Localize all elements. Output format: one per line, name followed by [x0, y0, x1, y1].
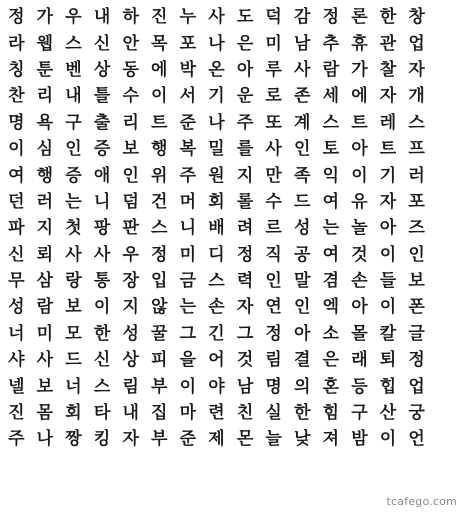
grid-cell: 관	[379, 33, 397, 54]
grid-cell: 져	[322, 429, 340, 450]
grid-cell: 않	[151, 297, 168, 318]
grid-cell: 래	[351, 350, 368, 371]
grid-cell: 밤	[351, 429, 368, 450]
grid-cell: 말	[294, 271, 311, 292]
grid-cell: 남	[236, 376, 254, 397]
grid-cell: 출	[93, 112, 111, 133]
grid-cell: 상	[122, 350, 139, 371]
grid-cell: 안	[122, 33, 139, 54]
grid-cell: 만	[265, 165, 282, 186]
grid-cell: 개	[408, 86, 425, 107]
grid-cell: 나	[208, 33, 225, 54]
grid-cell: 루	[265, 59, 282, 80]
grid-cell: 리	[122, 112, 139, 133]
grid-cell: 업	[408, 33, 425, 54]
grid-cell: 금	[179, 271, 197, 292]
grid-cell: 짱	[65, 429, 82, 450]
grid-cell: 언	[408, 429, 425, 450]
grid-cell: 심	[36, 139, 54, 160]
grid-cell: 것	[351, 244, 368, 265]
grid-row	[0, 426, 467, 452]
grid-cell: 증	[65, 165, 82, 186]
grid-cell: 성	[122, 323, 139, 344]
grid-cell: 부	[151, 376, 168, 397]
grid-cell: 에	[151, 59, 168, 80]
grid-cell: 트	[379, 139, 397, 160]
grid-cell: 가	[351, 59, 368, 80]
grid-cell: 진	[8, 403, 25, 424]
grid-cell: 림	[122, 376, 139, 397]
grid-cell: 통	[93, 271, 111, 292]
grid-cell: 직	[265, 244, 282, 265]
grid-cell: 이	[151, 86, 168, 107]
grid-cell: 신	[93, 350, 111, 371]
grid-cell: 성	[294, 218, 311, 239]
grid-cell: 삼	[36, 271, 54, 292]
grid-cell: 로	[265, 86, 282, 107]
grid-cell: 칭	[8, 59, 25, 80]
grid-cell: 벤	[65, 59, 82, 80]
grid-cell: 보	[65, 297, 82, 318]
grid-cell: 손	[351, 271, 368, 292]
grid-cell: 내	[122, 403, 139, 424]
grid-cell: 행	[151, 139, 168, 160]
grid-cell: 창	[408, 7, 425, 28]
grid-cell: 람	[322, 59, 340, 80]
grid-cell: 존	[294, 86, 311, 107]
grid-cell: 디	[208, 244, 225, 265]
grid-cell: 트	[151, 112, 168, 133]
grid-cell: 한	[379, 7, 397, 28]
grid-cell: 려	[236, 218, 254, 239]
grid-cell: 러	[408, 165, 425, 186]
watermark: tcafego.com	[386, 495, 457, 508]
grid-cell: 무	[8, 271, 25, 292]
grid-cell: 이	[93, 297, 111, 318]
grid-cell: 보	[408, 271, 425, 292]
grid-cell: 여	[322, 191, 340, 212]
grid-cell: 운	[236, 86, 254, 107]
grid-cell: 틀	[93, 86, 111, 107]
grid-cell: 목	[151, 33, 168, 54]
grid-cell: 사	[265, 139, 282, 160]
grid-cell: 몬	[236, 429, 254, 450]
grid-row	[0, 215, 467, 241]
grid-cell: 이	[379, 297, 397, 318]
grid-row	[0, 321, 467, 347]
grid-cell: 손	[208, 297, 225, 318]
grid-cell: 칼	[379, 323, 397, 344]
grid-cell: 는	[322, 218, 340, 239]
grid-cell: 사	[65, 244, 82, 265]
grid-cell: 등	[351, 376, 368, 397]
grid-cell: 원	[208, 165, 225, 186]
grid-row	[0, 30, 467, 56]
grid-cell: 인	[294, 139, 311, 160]
grid-cell: 랑	[65, 271, 82, 292]
grid-cell: 내	[65, 86, 82, 107]
grid-cell: 증	[93, 139, 111, 160]
grid-cell: 몸	[36, 403, 54, 424]
grid-cell: 사	[93, 244, 111, 265]
grid-cell: 회	[208, 191, 225, 212]
grid-cell: 나	[208, 112, 225, 133]
grid-cell: 것	[236, 350, 254, 371]
grid-cell: 명	[265, 376, 282, 397]
grid-cell: 스	[322, 112, 340, 133]
grid-row	[0, 162, 467, 188]
grid-cell: 배	[208, 218, 225, 239]
grid-cell: 드	[294, 191, 311, 212]
grid-cell: 는	[179, 297, 197, 318]
grid-row	[0, 294, 467, 320]
grid-cell: 사	[294, 59, 311, 80]
grid-cell: 스	[93, 376, 111, 397]
grid-cell: 니	[179, 218, 197, 239]
grid-cell: 늘	[265, 429, 282, 450]
grid-cell: 찬	[8, 86, 25, 107]
grid-cell: 또	[265, 112, 282, 133]
grid-row	[0, 242, 467, 268]
grid-cell: 정	[322, 7, 340, 28]
grid-cell: 사	[36, 350, 54, 371]
grid-cell: 아	[351, 139, 368, 160]
grid-cell: 롤	[236, 191, 254, 212]
grid-cell: 실	[265, 403, 282, 424]
grid-cell: 판	[122, 218, 139, 239]
grid-row	[0, 189, 467, 215]
grid-cell: 낮	[294, 429, 311, 450]
grid-cell: 모	[65, 323, 82, 344]
grid-cell: 미	[179, 244, 197, 265]
grid-cell: 스	[208, 271, 225, 292]
grid-cell: 정	[151, 244, 168, 265]
grid-cell: 구	[65, 112, 82, 133]
grid-cell: 신	[93, 33, 111, 54]
grid-cell: 나	[36, 429, 54, 450]
grid-cell: 행	[36, 165, 54, 186]
grid-cell: 리	[36, 86, 54, 107]
grid-cell: 스	[408, 112, 425, 133]
grid-cell: 밀	[208, 139, 225, 160]
grid-cell: 정	[8, 7, 25, 28]
grid-cell: 아	[236, 59, 254, 80]
grid-cell: 들	[379, 271, 397, 292]
grid-cell: 서	[179, 86, 197, 107]
grid-cell: 주	[179, 165, 197, 186]
grid-cell: 입	[151, 271, 168, 292]
grid-cell: 폰	[408, 297, 425, 318]
grid-cell: 성	[8, 297, 25, 318]
grid-row	[0, 268, 467, 294]
grid-cell: 힘	[322, 403, 340, 424]
grid-row	[0, 57, 467, 83]
grid-row	[0, 110, 467, 136]
grid-cell: 팡	[93, 218, 111, 239]
grid-cell: 사	[208, 7, 225, 28]
grid-cell: 드	[65, 350, 82, 371]
grid-cell: 인	[122, 165, 139, 186]
grid-cell: 포	[408, 191, 425, 212]
grid-cell: 지	[236, 165, 254, 186]
grid-cell: 구	[351, 403, 368, 424]
grid-cell: 업	[408, 376, 425, 397]
grid-cell: 보	[36, 376, 54, 397]
grid-cell: 덕	[265, 7, 282, 28]
grid-cell: 레	[379, 112, 397, 133]
grid-row	[0, 136, 467, 162]
grid-cell: 휴	[351, 33, 368, 54]
grid-cell: 우	[65, 7, 82, 28]
grid-cell: 지	[36, 218, 54, 239]
grid-cell: 킹	[93, 429, 111, 450]
grid-cell: 퇴	[379, 350, 397, 371]
grid-cell: 몰	[351, 323, 368, 344]
grid-cell: 첫	[65, 218, 82, 239]
grid-cell: 정	[265, 323, 282, 344]
grid-cell: 이	[179, 376, 197, 397]
grid-cell: 수	[122, 86, 139, 107]
grid-cell: 를	[236, 139, 254, 160]
grid-cell: 혼	[322, 376, 340, 397]
grid-cell: 박	[179, 59, 197, 80]
grid-cell: 욕	[36, 112, 54, 133]
grid-cell: 찰	[379, 59, 397, 80]
grid-cell: 수	[265, 191, 282, 212]
grid-cell: 람	[36, 297, 54, 318]
grid-cell: 너	[8, 323, 25, 344]
grid-cell: 정	[408, 350, 425, 371]
grid-cell: 추	[322, 33, 340, 54]
grid-cell: 신	[8, 244, 25, 265]
grid-cell: 은	[236, 33, 254, 54]
grid-cell: 자	[122, 429, 139, 450]
grid-cell: 토	[322, 139, 340, 160]
grid-cell: 주	[236, 112, 254, 133]
grid-cell: 건	[151, 191, 168, 212]
grid-cell: 프	[408, 139, 425, 160]
grid-cell: 그	[236, 323, 254, 344]
grid-cell: 명	[8, 112, 25, 133]
grid-cell: 던	[8, 191, 25, 212]
grid-cell: 상	[93, 59, 111, 80]
grid-cell: 기	[208, 86, 225, 107]
grid-cell: 파	[8, 218, 25, 239]
grid-cell: 러	[36, 191, 54, 212]
grid-cell: 의	[294, 376, 311, 397]
grid-cell: 글	[408, 323, 425, 344]
grid-cell: 포	[179, 33, 197, 54]
grid-cell: 기	[379, 165, 397, 186]
grid-cell: 이	[379, 429, 397, 450]
grid-cell: 여	[8, 165, 25, 186]
grid-cell: 뢰	[36, 244, 54, 265]
grid-cell: 위	[151, 165, 168, 186]
grid-cell: 덤	[122, 191, 139, 212]
grid-cell: 여	[322, 244, 340, 265]
grid-cell: 놀	[351, 218, 368, 239]
grid-cell: 이	[351, 165, 368, 186]
grid-cell: 이	[8, 139, 25, 160]
grid-cell: 도	[236, 7, 254, 28]
grid-cell: 준	[179, 429, 197, 450]
grid-cell: 결	[294, 350, 311, 371]
grid-cell: 복	[179, 139, 197, 160]
grid-cell: 툰	[36, 59, 54, 80]
grid-cell: 스	[65, 33, 82, 54]
grid-cell: 그	[179, 323, 197, 344]
grid-cell: 미	[36, 323, 54, 344]
grid-cell: 미	[265, 33, 282, 54]
grid-cell: 피	[151, 350, 168, 371]
grid-cell: 공	[294, 244, 311, 265]
grid-cell: 아	[351, 297, 368, 318]
grid-cell: 머	[179, 191, 197, 212]
grid-cell: 웹	[36, 33, 54, 54]
letter-grid	[0, 4, 467, 453]
grid-cell: 스	[151, 218, 168, 239]
grid-cell: 친	[236, 403, 254, 424]
grid-cell: 야	[208, 376, 225, 397]
grid-cell: 인	[265, 271, 282, 292]
grid-cell: 을	[179, 350, 197, 371]
grid-cell: 연	[265, 297, 282, 318]
grid-cell: 자	[379, 86, 397, 107]
grid-cell: 애	[93, 165, 111, 186]
grid-cell: 인	[294, 297, 311, 318]
grid-cell: 타	[93, 403, 111, 424]
grid-cell: 는	[65, 191, 82, 212]
grid-cell: 련	[208, 403, 225, 424]
grid-cell: 가	[36, 7, 54, 28]
grid-cell: 한	[294, 403, 311, 424]
grid-cell: 너	[65, 376, 82, 397]
grid-cell: 한	[93, 323, 111, 344]
grid-row	[0, 83, 467, 109]
grid-cell: 하	[122, 7, 139, 28]
grid-cell: 동	[122, 59, 139, 80]
grid-cell: 누	[179, 7, 197, 28]
grid-cell: 지	[122, 297, 139, 318]
grid-cell: 산	[379, 403, 397, 424]
grid-cell: 트	[351, 112, 368, 133]
grid-cell: 은	[322, 350, 340, 371]
grid-cell: 이	[379, 244, 397, 265]
grid-cell: 자	[379, 191, 397, 212]
grid-cell: 니	[93, 191, 111, 212]
grid-cell: 론	[351, 7, 368, 28]
grid-cell: 집	[151, 403, 168, 424]
grid-cell: 자	[236, 297, 254, 318]
grid-cell: 회	[65, 403, 82, 424]
grid-cell: 남	[294, 33, 311, 54]
grid-cell: 겸	[322, 271, 340, 292]
grid-cell: 감	[294, 7, 311, 28]
grid-cell: 진	[151, 7, 168, 28]
grid-cell: 즈	[408, 218, 425, 239]
grid-cell: 긴	[208, 323, 225, 344]
grid-cell: 익	[322, 165, 340, 186]
grid-cell: 장	[122, 271, 139, 292]
grid-cell: 세	[322, 86, 340, 107]
grid-cell: 소	[322, 323, 340, 344]
grid-cell: 림	[265, 350, 282, 371]
grid-cell: 유	[351, 191, 368, 212]
grid-cell: 력	[236, 271, 254, 292]
grid-cell: 인	[65, 139, 82, 160]
grid-cell: 준	[179, 112, 197, 133]
grid-cell: 힙	[379, 376, 397, 397]
grid-cell: 넬	[8, 376, 25, 397]
grid-row	[0, 347, 467, 373]
grid-cell: 라	[8, 33, 25, 54]
grid-cell: 제	[208, 429, 225, 450]
grid-cell: 에	[351, 86, 368, 107]
grid-cell: 보	[122, 139, 139, 160]
grid-cell: 부	[151, 429, 168, 450]
grid-cell: 아	[379, 218, 397, 239]
grid-cell: 족	[294, 165, 311, 186]
grid-cell: 샤	[8, 350, 25, 371]
grid-cell: 정	[236, 244, 254, 265]
grid-cell: 온	[208, 59, 225, 80]
grid-cell: 아	[294, 323, 311, 344]
grid-cell: 엑	[322, 297, 340, 318]
grid-cell: 주	[8, 429, 25, 450]
grid-cell: 어	[208, 350, 225, 371]
grid-cell: 계	[294, 112, 311, 133]
grid-cell: 자	[408, 59, 425, 80]
grid-cell: 인	[408, 244, 425, 265]
grid-cell: 우	[122, 244, 139, 265]
grid-cell: 마	[179, 403, 197, 424]
grid-cell: 궁	[408, 403, 425, 424]
grid-cell: 꿀	[151, 323, 168, 344]
grid-cell: 내	[93, 7, 111, 28]
grid-row	[0, 4, 467, 30]
grid-row	[0, 400, 467, 426]
grid-row	[0, 373, 467, 399]
grid-cell: 르	[265, 218, 282, 239]
